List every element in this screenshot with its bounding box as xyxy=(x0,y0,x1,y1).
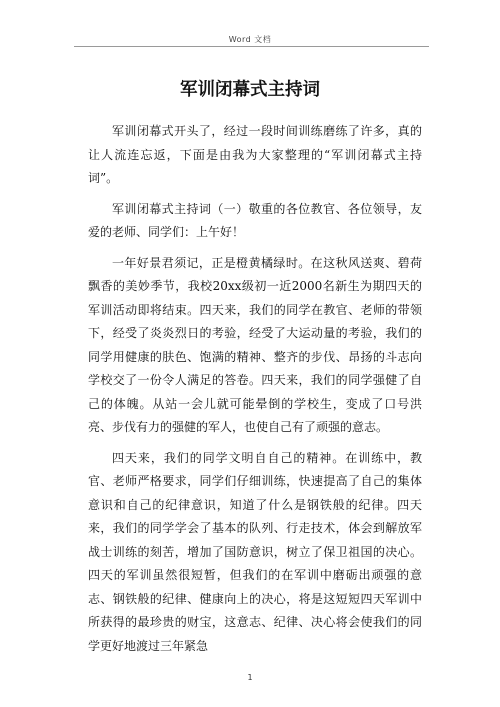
document-title: 军训闭幕式主持词 xyxy=(180,80,320,100)
paragraph-intro: 军训闭幕式开头了，经过一段时间训练磨练了许多，真的让人流连忘返，下面是由我为大家整理的“军训闭幕式主持词”。 xyxy=(88,124,422,185)
document-body xyxy=(88,120,422,665)
paragraph-discipline: 四天来，我们的同学文明自自己的精神。在训练中，教官、老师严格要求，同学们仔细训练，快速提高了自己的集体意识和自己的纪律意识，知道了什么是钢铁般的纪律。四天来，我们的同学学会了基本的队列、行走技术，体会到解放军战士训练的刻苦，增加了国防意识，树立了保卫祖国的决心。四天的军训虽然很短暂，但我们的在军训中磨砺出顽强的意志、钢铁般的纪律、健康向上的决心，将是这短短四天军训中所获得的最珍贵的财宝，这意志、纪律、决心将会使我们的同学更好地渡过三年紧急 xyxy=(88,450,422,653)
document-header-label: Word 文档 xyxy=(228,35,272,44)
paragraph-training: 一年好景君须记，正是橙黄橘绿时。在这秋风送爽、碧荷飘香的美妙季节，我校20xx级初一近2000名新生为期四天的军训活动即将结束。四天来，我们的同学在教官、老师的带领下，经受了炎炎烈日的考验，经受了大运动量的考验，我们的同学用健康的肤色、饱满的精神、整齐的步伐、昂扬的斗志向学校交了一份令人满足的答卷。四天来，我们的同学强健了自己的体魄。从站一会儿就可能晕倒的学校生，变成了口号洪亮、步伐有力的强健的军人，也使自己有了顽强的意志。 xyxy=(88,255,422,434)
page-number: 1 xyxy=(247,673,253,682)
header-divider xyxy=(74,46,429,47)
paragraph-greeting: 军训闭幕式主持词（一）敬重的各位教官、各位领导，友爱的老师、同学们：上午好！ xyxy=(88,201,422,239)
